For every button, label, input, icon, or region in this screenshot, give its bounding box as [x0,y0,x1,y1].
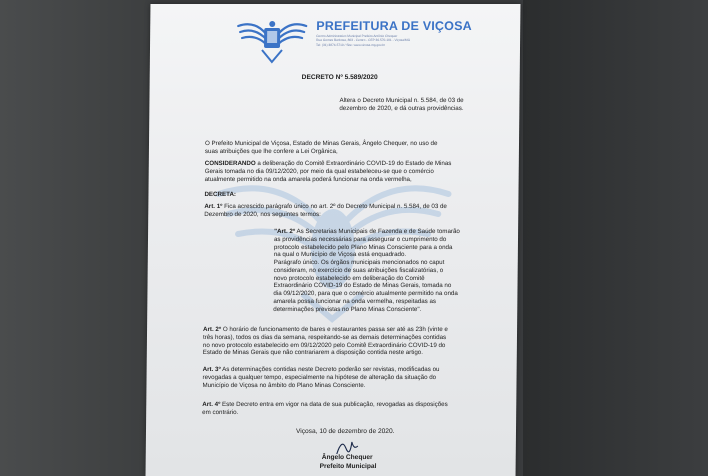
background-right [523,0,708,476]
decreta-label: DECRETA: [204,191,237,198]
article-4: Art. 4º Este Decreto entra em vigor na data de sua publicação, revogadas as disposições em contrário. [202,401,448,416]
header-address: Centro Administrativo Municipal Prefeito Antônio Chequer Rua Gomes Barbosa, 803 - Centro - CEP 36.570-101 - Viçosa/MG Tel: (31) 3874-5719 / Site: www.vicosa.mg.gov.br [316,34,411,47]
place-date: Viçosa, 10 de dezembro de 2020. [295,428,395,435]
decree-document [146,4,521,476]
preamble: O Prefeito Municipal de Viçosa, Estado de Minas Gerais, Ângelo Chequer, no uso de suas atribuições que lhe confere a Lei Orgânica, [204,140,438,155]
decree-number: DECRETO Nº 5.589/2020 [301,74,378,81]
article-1: Art. 1º Fica acrescido parágrafo único no art. 2º do Decreto Municipal n. 5.584, de 03 de Dezembro de 2020, nos seguintes termos: [204,203,447,218]
signer-role: Prefeito Municipal [319,463,377,470]
article-2: Art. 2º O horário de funcionamento de bares e restaurantes passa ser até as 23h (vinte e três horas), todos os dias da semana, respeitando-se as demais determinações contidas no novo protocolo estabelecido em 09/12/2020 pelo Comitê Extraordinário COVID-19 do Estado de Minas Gerais que não contrariarem a disposição contida neste artigo. [202,326,448,357]
background-left [0,0,150,476]
coat-of-arms-icon [236,16,309,64]
considerando-paragraph: CONSIDERANDO a deliberação do Comitê Extraordinário COVID-19 do Estado de Minas Gerais tomada no dia 09/12/2020, por meio da qual estabeleceu-se que o comércio atualmente permitido na onda amarela poderá funcionar na onda vermelha, [204,160,452,183]
ementa: Altera o Decreto Municipal n. 5.584, de 03 de dezembro de 2020, e dá outras providências. [339,97,464,112]
article-3: Art. 3º As determinações contidas neste Decreto poderão ser revistas, modificadas ou revogadas a qualquer tempo, especialmente na hipótese de alteração da situação do Município de Viçosa no âmbito do Plano Minas Consciente. [202,366,440,389]
signer-name: Ângelo Chequer [321,454,373,461]
header-title: PREFEITURA DE VIÇOSA [316,19,472,33]
quoted-article-2: "Art. 2º As Secretarias Municipais de Fazenda e de Saúde tomarão as providências necessárias para assegurar o cumprimento do protocolo estabelecido pelo Plano Minas Consciente para a onda na qual o Município de Viçosa está enquadrado. Parágrafo único. Os órgãos municipais mencionados no caput consideram, no exercício de suas atribuições fiscalizatórias, o novo protocolo estabelecido em deliberação do Comitê Extraordinário COVID-19 do Estado de Minas Gerais, tomada no dia 09/12/2020, para que o comércio atualmente permitido na onda amarela possa funcionar na onda vermelha, respeitadas as determinações previstas no Plano Minas Consciente". [273,228,460,313]
